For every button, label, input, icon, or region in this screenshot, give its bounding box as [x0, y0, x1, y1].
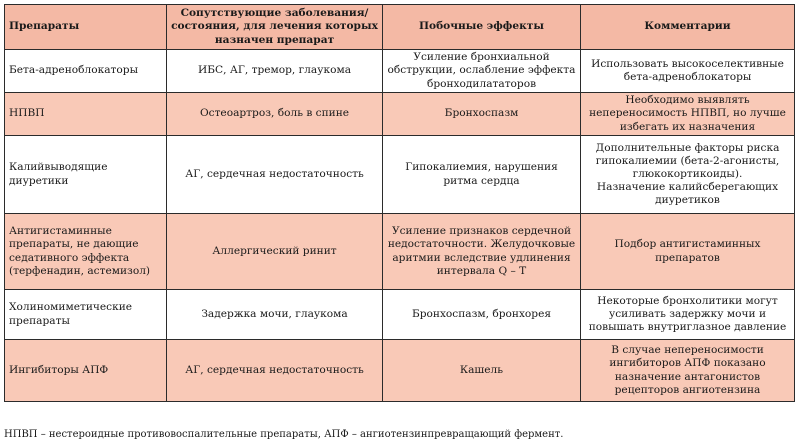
drug-side-effects-table: [4, 4, 795, 402]
cell-comment: [581, 93, 795, 136]
cell-drug: Калийвыводящие диуретики: [5, 136, 167, 214]
header-comments: Комментарии: [581, 5, 795, 50]
cell-effects: Кашель: [383, 340, 581, 402]
cell-comment: [581, 290, 795, 340]
comment-line: Необходимо выявлять непереносимость НПВП, но лучше избегать их назначения: [589, 94, 786, 133]
cell-condition: АГ, сердечная недостаточность: [167, 340, 383, 402]
table-row: [5, 214, 795, 290]
cell-drug: Бета-адреноблокаторы: [5, 50, 167, 93]
header-side-effects: Побочные эффекты: [383, 5, 581, 50]
cell-condition: Задержка мочи, глаукома: [167, 290, 383, 340]
cell-condition: Аллергический ринит: [167, 214, 383, 290]
table-row: [5, 136, 795, 214]
table-header-row: [5, 5, 795, 50]
table-row: [5, 50, 795, 93]
footnote: НПВП – нестероидные противовоспалительные препараты, АПФ – ангиотензинпревращающий фермент.: [4, 429, 564, 440]
cell-condition: Остеоартроз, боль в спине: [167, 93, 383, 136]
cell-effects: Бронхоспазм, бронхорея: [383, 290, 581, 340]
cell-comment: [581, 340, 795, 402]
table-row: [5, 340, 795, 402]
cell-condition: АГ, сердечная недостаточность: [167, 136, 383, 214]
table-row: [5, 93, 795, 136]
comment-line: Назначение калийсберегающих диуретиков: [596, 181, 779, 207]
header-conditions: Сопутствующие заболевания/состояния, для лечения которых назначен препарат: [167, 5, 383, 50]
cell-condition: ИБС, АГ, тремор, глаукома: [167, 50, 383, 93]
cell-comment: [581, 136, 795, 214]
cell-effects: Усиление признаков сердечной недостаточности. Желудочковые аритмии вследствие удлинения интервала Q – T: [383, 214, 581, 290]
comment-line: Дополнительные факторы риска гипокалиемии (бета-2-агонисты, глюкокортикоиды).: [595, 141, 780, 180]
cell-effects: Усиление бронхиальной обструкции, ослабление эффекта бронходилататоров: [383, 50, 581, 93]
header-drugs: Препараты: [5, 5, 167, 50]
cell-drug: Холиномиметические препараты: [5, 290, 167, 340]
comment-line: Использовать высокоселективные бета-адреноблокаторы: [591, 57, 784, 83]
cell-drug: Антигистаминные препараты, не дающие седативного эффекта (терфенадин, астемизол): [5, 214, 167, 290]
cell-effects: Бронхоспазм: [383, 93, 581, 136]
cell-drug: Ингибиторы АПФ: [5, 340, 167, 402]
comment-line: Подбор антигистаминных препаратов: [614, 238, 761, 264]
cell-drug: НПВП: [5, 93, 167, 136]
comment-line: Некоторые бронхолитики могут усиливать задержку мочи и повышать внутриглазное давление: [588, 294, 787, 334]
table-row: [5, 290, 795, 340]
cell-effects: Гипокалиемия, нарушения ритма сердца: [383, 136, 581, 214]
cell-comment: [581, 214, 795, 290]
comment-line: В случае непереносимости ингибиторов АПФ показано назначение антагонистов рецепторов ангиотензина: [609, 344, 766, 396]
cell-comment: [581, 50, 795, 93]
